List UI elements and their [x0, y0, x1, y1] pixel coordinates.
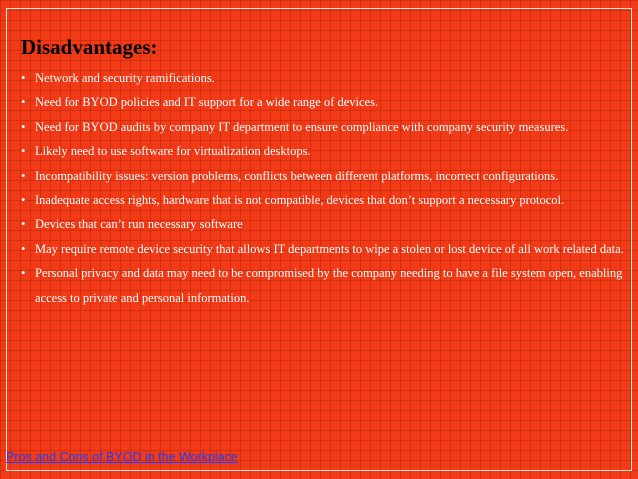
bullet-text: Incompatibility issues: version problems, conflicts between different platforms, incorrect configurations.: [35, 168, 559, 183]
bullet-text: Likely need to use software for virtualization desktops.: [35, 144, 311, 159]
bullet-text: Inadequate access rights, hardware that is not compatible, devices that don’t support a necessary protocol.: [35, 193, 565, 208]
bullet-marker: •: [21, 241, 26, 256]
bullet-item: [19, 66, 624, 90]
bullet-text: Network and security ramifications.: [35, 71, 215, 85]
bullet-marker: •: [21, 71, 26, 85]
bullet-item: [19, 237, 624, 261]
bullet-item: [19, 139, 624, 163]
bullet-item: [19, 90, 624, 114]
bullet-marker: •: [21, 95, 26, 110]
bullet-text: Personal privacy and data may need to be compromised by the company needing to have a file system open, enabling access to private and personal information.: [35, 266, 623, 305]
bullet-marker: •: [21, 266, 26, 281]
bullet-item: [19, 188, 624, 212]
bullet-text: Need for BYOD policies and IT support for a wide range of devices.: [35, 95, 379, 110]
bullet-text: Need for BYOD audits by company IT department to ensure compliance with company security measures.: [35, 119, 569, 134]
bullet-marker: •: [21, 119, 26, 134]
bullet-marker: •: [21, 144, 26, 159]
bullet-text: Devices that can’t run necessary software: [35, 217, 243, 232]
bullet-marker: •: [21, 217, 26, 232]
bullet-item: [19, 115, 624, 139]
bullet-item: [19, 261, 624, 310]
bullet-item: [19, 164, 624, 188]
bullet-list: [19, 66, 624, 310]
bullet-marker: •: [21, 193, 26, 208]
bullet-item: [19, 212, 624, 236]
slide-title: Disadvantages:: [21, 35, 158, 59]
footer-source-link[interactable]: Pros and Cons of BYOD in the Workplace: [6, 450, 238, 464]
bullet-text: May require remote device security that allows IT departments to wipe a stolen or lost device of all work related data.: [35, 241, 624, 256]
bullet-marker: •: [21, 168, 26, 183]
